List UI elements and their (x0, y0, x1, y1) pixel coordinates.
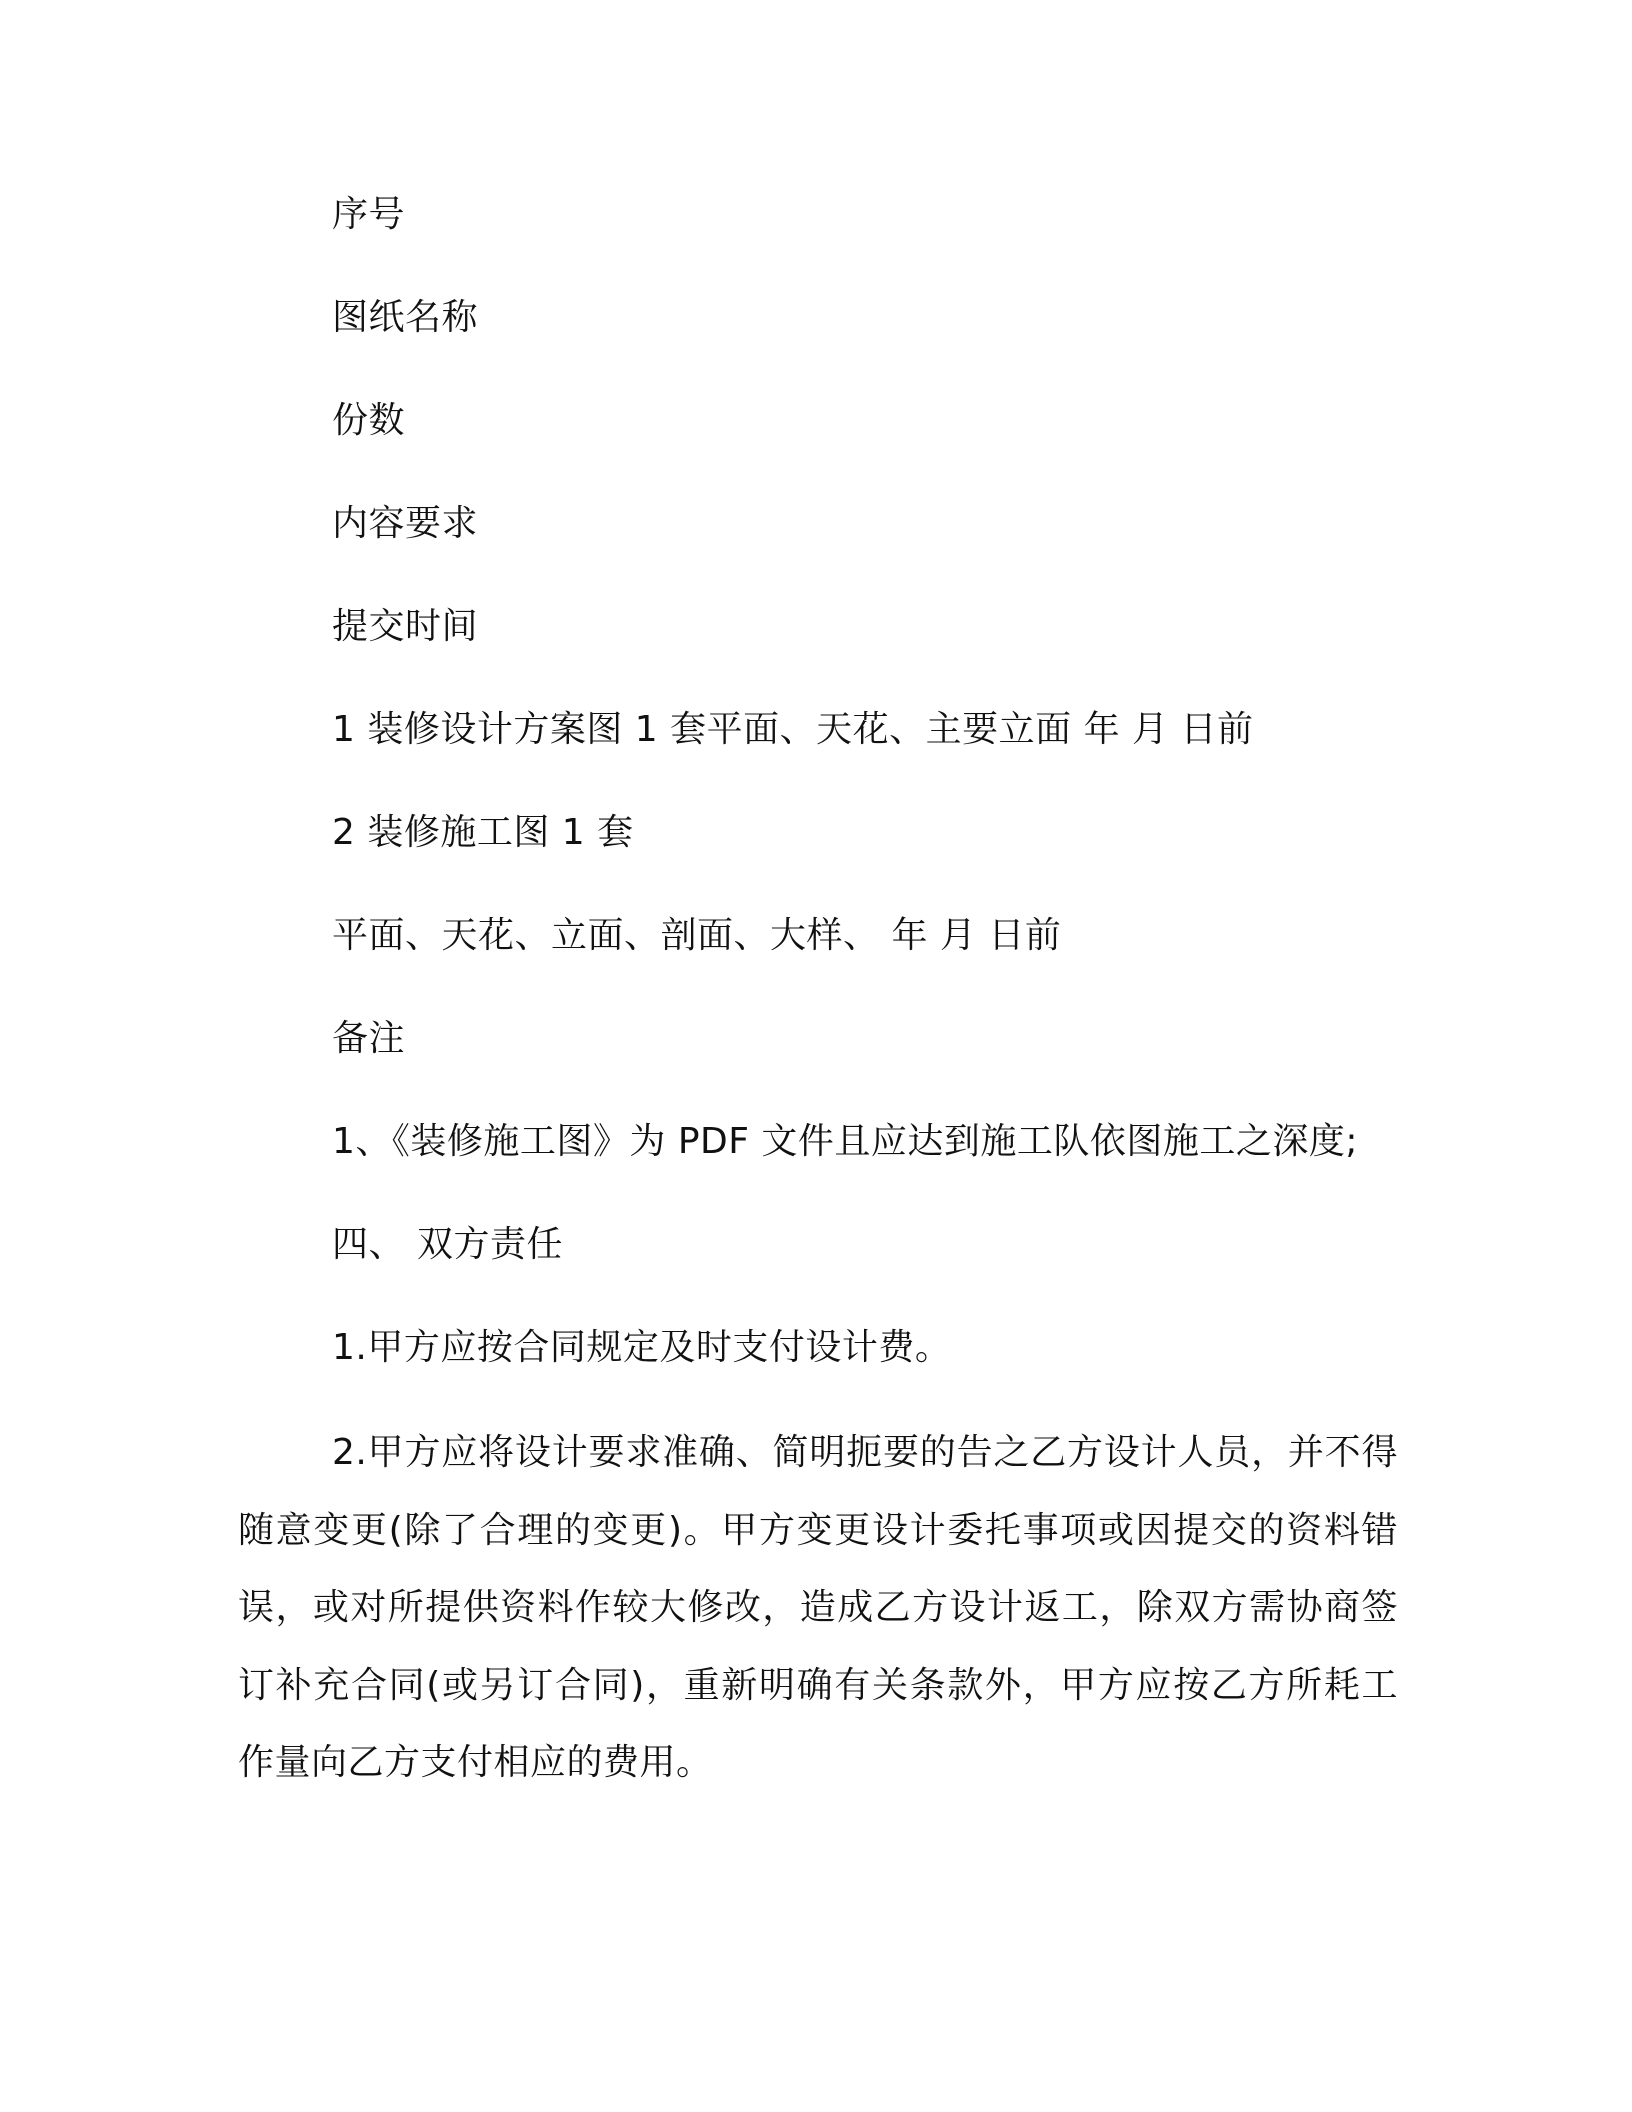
row-construction-drawing-content: 平面、天花、立面、剖面、大样、 年 月 日前 (332, 915, 1062, 956)
row-construction-drawing: 2 装修施工图 1 套 (332, 812, 634, 853)
header-copies: 份数 (332, 400, 406, 441)
header-serial-number: 序号 (332, 194, 406, 235)
remark-item-1: 1、《装修施工图》为 PDF 文件且应达到施工队依图施工之深度; (332, 1121, 1359, 1162)
remark-label: 备注 (332, 1018, 406, 1059)
header-drawing-name: 图纸名称 (332, 297, 479, 338)
clause-2: 2.甲方应将设计要求准确、简明扼要的告之乙方设计人员，并不得随意变更(除了合理的变更)。甲方变更设计委托事项或因提交的资料错误，或对所提供资料作较大修改，造成乙方设计返工，除双方需协商签订补充合同(或另订合同)，重新明确有关条款外，甲方应按乙方所耗工作量向乙方支付相应的费用。 (238, 1432, 1398, 1783)
header-content-requirements: 内容要求 (332, 503, 479, 544)
row-design-scheme: 1 装修设计方案图 1 套平面、天花、主要立面 年 月 日前 (332, 709, 1254, 750)
header-submission-time: 提交时间 (332, 606, 479, 647)
clause-1: 1.甲方应按合同规定及时支付设计费。 (332, 1327, 952, 1368)
section-title: 四、 双方责任 (332, 1224, 563, 1265)
